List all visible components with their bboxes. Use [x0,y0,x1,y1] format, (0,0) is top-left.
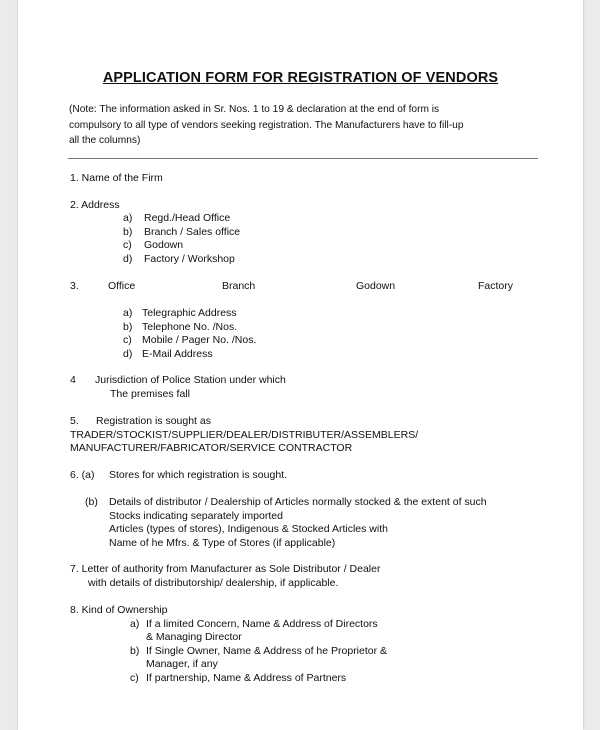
item-3d-letter: d) [123,348,133,360]
item-3c-text: Mobile / Pager No. /Nos. [142,334,257,346]
item-5-line-1: Registration is sought as [96,415,211,427]
item-4-number: 4 [70,374,76,386]
item-2c-letter: c) [123,239,132,251]
item-3c-letter: c) [123,334,132,346]
item-6b-line-3: Articles (types of stores), Indigenous & Stocked Articles with [109,523,388,535]
item-3-col-godown: Godown [356,280,396,292]
item-3b-text: Telephone No. /Nos. [142,321,238,333]
item-5-line-2: TRADER/STOCKIST/SUPPLIER/DEALER/DISTRIBUTER/ASSEMBLERS/ [70,429,419,441]
item-8a-line-1: If a limited Concern, Name & Address of Directors [146,618,378,630]
item-5-number: 5. [70,415,79,427]
item-6b-letter: (b) [85,496,98,508]
item-3d-text: E-Mail Address [142,348,213,360]
item-2d-text: Factory / Workshop [144,253,235,265]
item-8b-letter: b) [130,645,140,657]
item-2d-letter: d) [123,253,133,265]
item-8a-letter: a) [130,618,140,630]
document-page [18,0,583,730]
item-2b-text: Branch / Sales office [144,226,241,238]
item-6a-text: Stores for which registration is sought. [109,469,287,481]
item-6b-line-2: Stocks indicating separately imported [109,510,283,522]
item-2a-text: Regd./Head Office [144,212,231,224]
item-4-line-2: The premises fall [110,388,190,400]
note-line-3: all the columns) [69,135,141,146]
item-8-heading: 8. Kind of Ownership [70,604,168,616]
item-2b-letter: b) [123,226,133,238]
item-8b-line-1: If Single Owner, Name & Address of he Proprietor & [146,645,388,657]
item-8a-line-2: & Managing Director [146,631,242,643]
item-6a-number: 6. (a) [70,469,95,481]
item-5-line-3: MANUFACTURER/FABRICATOR/SERVICE CONTRACTOR [70,442,353,454]
item-3-col-branch: Branch [222,280,256,292]
item-8b-line-2: Manager, if any [146,658,218,670]
item-8c-line-1: If partnership, Name & Address of Partners [146,672,347,684]
item-7-line-1: 7. Letter of authority from Manufacturer as Sole Distributor / Dealer [70,563,381,575]
item-2-heading: 2. Address [70,199,120,211]
item-6b-line-4: Name of he Mfrs. & Type of Stores (if applicable) [109,537,336,549]
item-3a-text: Telegraphic Address [142,307,237,319]
note-line-1: (Note: The information asked in Sr. Nos. 1 to 19 & declaration at the end of form is [69,104,440,115]
item-2a-letter: a) [123,212,133,224]
item-3-col-office: Office [108,280,136,292]
item-4-line-1: Jurisdiction of Police Station under which [95,374,286,386]
note-line-2: compulsory to all type of vendors seeking registration. The Manufacturers have to fill-up [69,120,464,131]
item-1-firm-name: 1. Name of the Firm [70,172,163,184]
item-8c-letter: c) [130,672,139,684]
item-3-number: 3. [70,280,79,292]
item-6b-line-1: Details of distributor / Dealership of Articles normally stocked & the extent of such [109,496,487,508]
item-7-line-2: with details of distributorship/ dealership, if applicable. [88,577,339,589]
item-3-col-factory: Factory [478,280,514,292]
item-3a-letter: a) [123,307,133,319]
item-2c-text: Godown [144,239,184,251]
item-3b-letter: b) [123,321,133,333]
form-title: APPLICATION FORM FOR REGISTRATION OF VENDORS [102,70,499,86]
divider-line [68,158,538,159]
